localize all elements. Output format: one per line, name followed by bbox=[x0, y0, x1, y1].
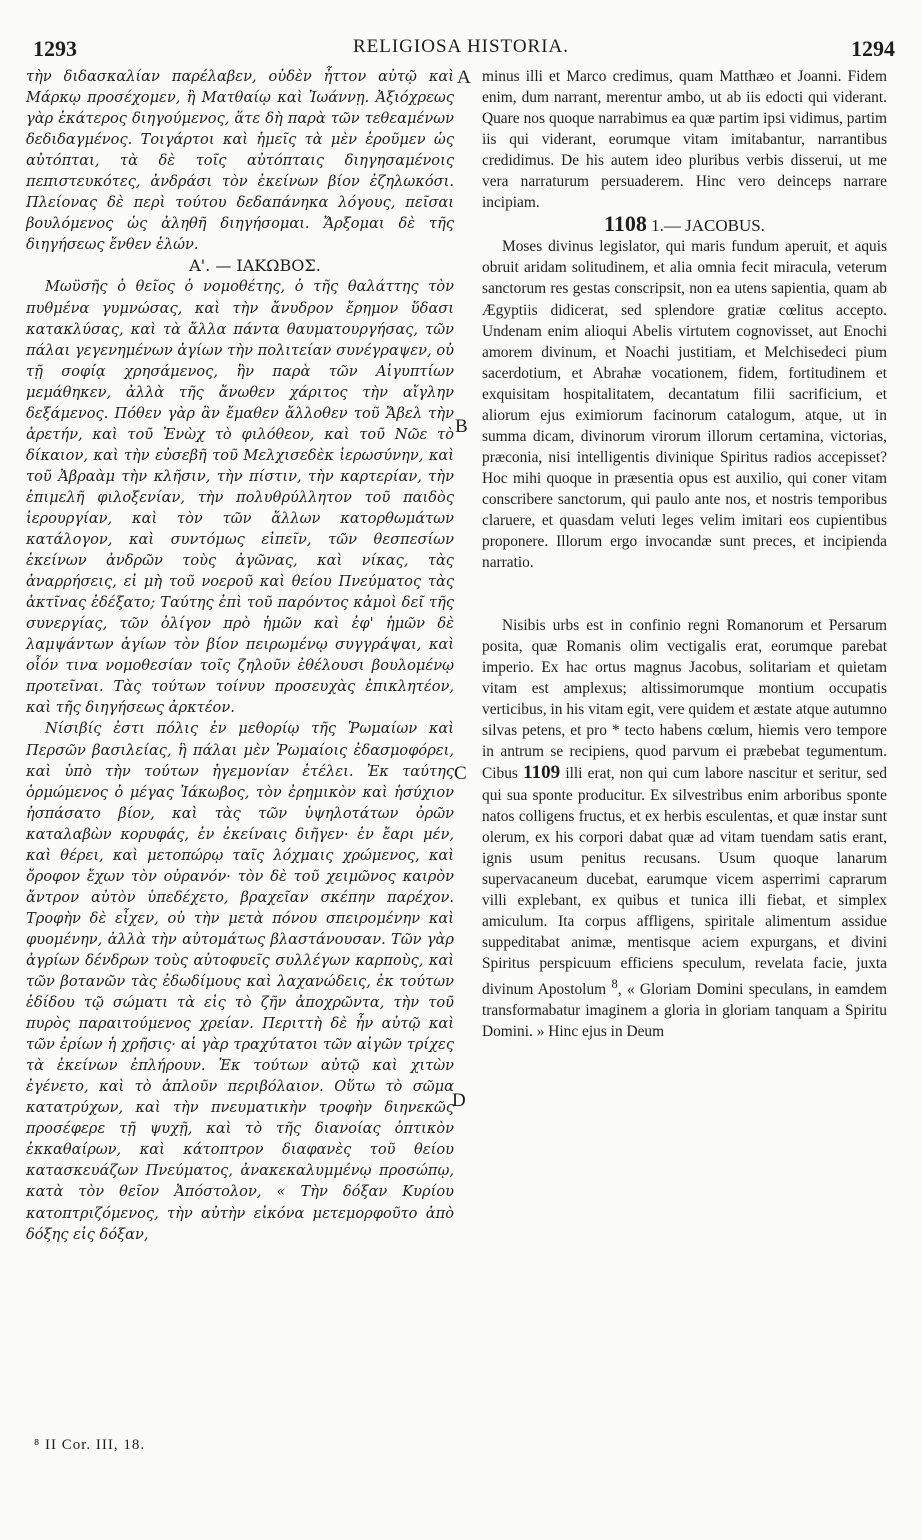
footnote-reference: 8 bbox=[611, 976, 618, 991]
latin-text: illi erat, non qui cum labore nascitur et seritur, sed qui sua sponte producitur. Ex silvestribus enim arboribus sponte natos colligens fructus, et ex herbis esculentas, et quæ instar sunt olerum, ex his corpori dabat quæ ad vitam tuendam satis erant, ignis usum penitus recusans. Usum quoque lanarum supervacaneum ducebat, earumque vicem asperrimi caprarum villi explebant, ex quibus et tunica illi fiebat, et simplex amiculum. Ita corpus affligens, spiritale alimentum assidue suppeditabat animæ, mentisque aciem expurgans, et divini Spiritus perspicuum efficiens speculum, revelata facie, juxta divinum Apostolum bbox=[482, 765, 887, 999]
footnote: ⁸ II Cor. III, 18. bbox=[34, 1437, 146, 1453]
latin-paragraph: Moses divinus legislator, qui maris fundum aperuit, et aquis obruit aridam solitudinem, et alia omnia fecit miracula, veterum sanctorum res gestas conscripsit, non ea utens sapientia, quam ab Ægyptiis didicerat, sed splendore gratiæ cœlitus accepto. Undenam enim alioqui Abelis virtutem cognovisset, aut Enochi amorem divinum, et Noachi justitiam, et Melchisedeci pium sacerdotium, et Abrahæ vocationem, fidem, fortitudinem et exquisitam hospitalitatem, decantatum filii sacrificium, et aliorum ejus eximiorum facinorum catalogum, atque, ut in summa dicam, divinorum virorum illorum certamina, victorias, præconia, nisi intelligentis divinique Spiritus radios accepisset? Hoc mihi quoque in præsentia opus est auxilio, qui coner vitam conscribere sanctorum, qui paulo ante nos, et nostris temporibus claruere, et quasdam veluti leges velim imitari eos cupientibus proponere. Illorum ergo invocandæ sunt preces, et incipienda narratio. bbox=[482, 238, 887, 572]
right-page-number: 1294 bbox=[851, 36, 895, 61]
greek-column bbox=[26, 66, 454, 1245]
latin-text: , « Gloriam Domini speculans, in eamdem transformabatur imaginem a gloria in gloriam tanquam a Spiritu Domini. » Hinc ejus in Deum bbox=[482, 981, 887, 1041]
latin-column bbox=[482, 66, 887, 1042]
greek-intro-paragraph: τὴν διδασκαλίαν παρέλαβεν, οὐδὲν ἧττον αὐτῷ καὶ Μάρκῳ προσέχομεν, ἢ Ματθαίῳ καὶ Ἰωάννῃ. Ἀξιόχρεως γὰρ ἑκάτερος διηγούμενος, ἅτε δὴ παρὰ τῶν τεθεαμένων δεδιδαγμένος. Τοιγάρτοι καὶ ἡμεῖς τὰ μὲν ἐροῦμεν ὡς αὐτόπται, τὰ δὲ τοῖς αὐτόπταις διηγησαμένοις πεπιστευκότες, ἀνδράσι τὸν ἐκείνων βίον ἐζηλωκόσι. Πλείονας δὲ περὶ τούτου δεδαπάνηκα λόγους, πεῖσαι βουλόμενος ὡς ἀληθῆ διηγήσομαι. Ἄρξομαι δὲ τῆς διηγήσεως ἔνθεν ἑλών. bbox=[26, 68, 454, 254]
latin-chapter-heading bbox=[482, 213, 887, 236]
margin-letter-b: B bbox=[455, 416, 468, 437]
margin-letter-c: C bbox=[454, 763, 467, 784]
column-number: 1108 bbox=[604, 211, 647, 237]
running-header bbox=[0, 36, 922, 66]
left-page-number: 1293 bbox=[33, 36, 77, 61]
chapter-title: 1.— JACOBUS. bbox=[651, 216, 765, 236]
running-title: RELIGIOSA HISTORIA. bbox=[352, 36, 570, 57]
column-number: 1109 bbox=[523, 762, 561, 784]
latin-paragraph bbox=[482, 615, 887, 1042]
margin-letter-d: D bbox=[452, 1090, 466, 1111]
margin-letter-a: A bbox=[457, 67, 471, 88]
latin-intro-paragraph: minus illi et Marco credimus, quam Matthæo et Joanni. Fidem enim, dum narrant, merentur ambo, ut ab iis edocti qui viderant. Quare nos quoque narrabimus ea quæ partim ipsi vidimus, partim iis qui viderant, eorumque vitam imitabantur, narrantibus credidimus. De his autem ideo pluribus verbis disserui, ut me vera narraturum persuaderem. Hinc vero deinceps narrare incipiam. bbox=[482, 68, 887, 212]
greek-chapter-heading: Α'. — ΙΑΚΩΒΟΣ. bbox=[189, 256, 321, 276]
greek-paragraph: Νίσιβίς ἐστι πόλις ἐν μεθορίῳ τῆς Ῥωμαίων καὶ Περσῶν βασιλείας, ἣ πάλαι μὲν Ῥωμαίοις ἐδασμοφόρει, καὶ ὑπὸ τὴν τούτων ἡγεμονίαν ἐτέλει. Ἐκ ταύτης ὁρμώμενος ὁ μέγας Ἰάκωβος, τὸν ἐρημικὸν καὶ ἡσύχιον ἠσπάσατο βίον, καὶ τὰς τῶν ὑψηλοτάτων ὀρῶν καταλαβὼν κορυφάς, ἐν ἐκείναις διῆγεν· ἐν ἔαρι μέν, καὶ θέρει, καὶ μετοπώρῳ ταῖς λόχμαις χρώμενος, καὶ ὄροφον ἔχων τὸν οὐρανόν· τὸν δὲ τοῦ χειμῶνος καιρὸν ἄντρον αὐτὸν ὑπεδέχετο, βραχεῖαν σκέπην παρέχον. Τροφὴν δὲ εἶχεν, οὐ τὴν μετὰ πόνου σπειρομένην καὶ φυομένην, ἀλλὰ τὴν αὐτομάτως βλαστάνουσαν. Τῶν γὰρ ἀγρίων δένδρων τοὺς αὐτοφυεῖς συλλέγων καρποὺς, καὶ τῶν βοτανῶν τὰς ἐδωδίμους καὶ λαχανώδεις, ἐκ τούτων ἐδίδου τῷ σώματι τὰ εἰς τὸ ζῆν ἀποχρῶντα, τὴν τοῦ πυρὸς παραιτούμενος χρείαν. Περιττὴ δὲ ἦν αὐτῷ καὶ τῶν ἐρίων ἡ χρῆσις· αἱ γὰρ τραχύτατοι τῶν αἰγῶν τρίχες τὰ ἐκείνων ἐπλήρουν. Ἐκ τούτων αὐτῷ καὶ χιτὼν ἐγένετο, καὶ τὸ ἁπλοῦν περιβόλαιον. Οὕτω τὸ σῶμα κατατρύχων, καὶ τὴν πνευματικὴν τροφὴν διηνεκῶς προσέφερε τῇ ψυχῇ, καὶ τὸ τῆς διανοίας ὀπτικὸν ἐκκαθαίρων, καὶ κάτοπτρον διαφανὲς τοῦ θείου κατασκευάζων Πνεύματος, ἀνακεκαλυμμένῳ προσώπῳ, κατὰ τὸν θεῖον Ἀπόστολον, « Τὴν δόξαν Κυρίου κατοπτριζόμενος, τὴν αὐτὴν εἰκόνα μετεμορφοῦτο ἀπὸ δόξης εἰς δόξαν, bbox=[26, 720, 454, 1243]
greek-paragraph: Μωϋσῆς ὁ θεῖος ὁ νομοθέτης, ὁ τῆς θαλάττης τὸν πυθμένα γυμνώσας, καὶ τὴν ἄνυδρον ἔρημον ὕδασι κατακλύσας, καὶ τὰ ἄλλα πάντα θαυματουργήσας, τῶν πάλαι γεγενημένων ἁγίων τὴν πολιτείαν συνέγραψεν, οὐ τῇ σοφίᾳ χρησάμενος, ἣν παρὰ τῶν Αἰγυπτίων μεμάθηκεν, ἀλλὰ τῆς ἄνωθεν χάριτος τὴν αἴγλην δεξάμενος. Πόθεν γὰρ ἂν ἔμαθεν ἄλλοθεν τοῦ Ἄβελ τὴν ἀρετήν, καὶ τοῦ Ἐνὼχ τὸ φιλόθεον, καὶ τοῦ Νῶε τὸ δίκαιον, καὶ τὴν εὐσεβῆ τοῦ Μελχισεδὲκ ἱερωσύνην, καὶ τοῦ Ἀβραὰμ τὴν κλῆσιν, τὴν πίστιν, τὴν καρτερίαν, τὴν ἐπιμελῆ φιλοξενίαν, τὴν πολυθρύλλητον τοῦ παιδὸς ἱερουργίαν, καὶ τὸν τῶν ἄλλων κατορθωμάτων κατάλογον, καὶ συντόμως εἰπεῖν, τῶν θεσπεσίων ἐκείνων ἀνδρῶν τοὺς ἀγῶνας, καὶ νίκας, τὰς ἀναρρήσεις, εἰ μὴ τοῦ νοεροῦ καὶ θείου Πνεύματος τὰς ἀκτῖνας ἐδέξατο; Ταύτης ἐπὶ τοῦ παρόντος κἀμοὶ δεῖ τῆς συνεργίας, τῶν ὀλίγον πρὸ ἡμῶν καὶ ἐφ' ἡμῶν δὲ λαμψάντων ἁγίων τὸν βίον πειρωμένῳ συγγράψαι, καὶ οἷόν τινα νομοθεσίαν τοῖς ζηλοῦν ἐθέλουσι βουλομένῳ προτεῖναι. Τὰς τούτων τοίνυν προσευχὰς ἐπικλητέον, καὶ τῆς διηγήσεως ἀρκτέον. bbox=[26, 278, 454, 717]
latin-text: Nisibis urbs est in confinio regni Romanorum et Persarum posita, quæ Romanis olim vectigalis erat, eorumque parebat imperio. Ex hac ortus magnus Jacobus, solitariam et quietam vitam est amplexus; altissimorumque montium occupatis verticibus, in his vitam egit, vere quidem et æstate atque autumno silvas petens, et pro * tecto habens cœlum, hiemis vero tempore in antrum se recipiens, quod parvum ei præbebat tegumentum. Cibus bbox=[482, 617, 887, 783]
column-gap bbox=[482, 573, 887, 615]
